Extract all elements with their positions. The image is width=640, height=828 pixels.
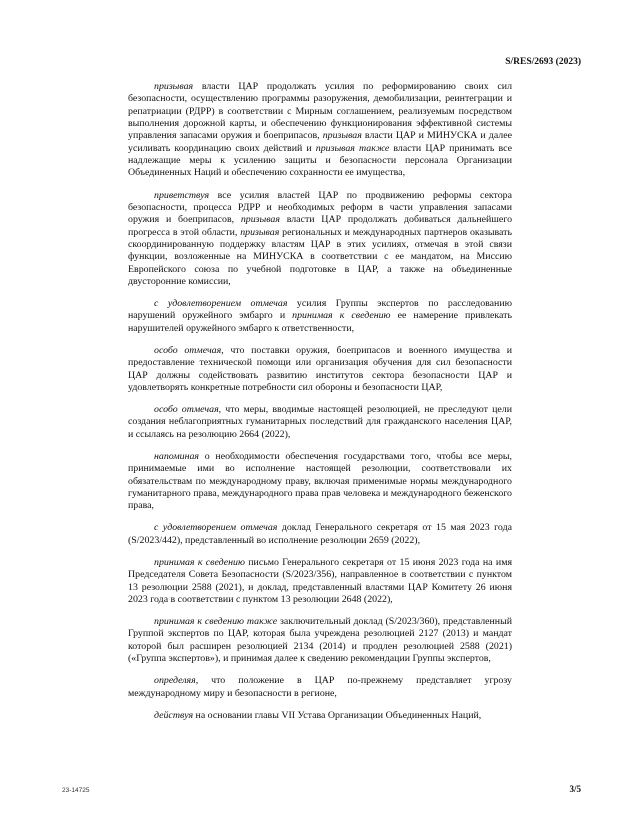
paragraph <box>128 675 512 700</box>
paragraph-text: , что поставки оружия, боеприпасов и военного имущества и предоставление технической помощи или организация обучения для сил безопасности ЦАР должны содействовать развитию институтов сектора безопасности ЦАР и удовлетворять конкретные потребности сил обороны и безопасности ЦАР, <box>128 344 512 393</box>
paragraph-lead: призывая <box>322 130 362 142</box>
paragraph-text: доклад Генерального секретаря от 15 мая 2023 года (S/2023/442), представленный во исполнение резолюции 2659 (2022), <box>128 522 512 546</box>
paragraph-text: , что положение в ЦАР по-прежнему представляет угрозу международному миру и безопасности в регионе, <box>128 675 512 699</box>
paragraph <box>128 522 512 547</box>
paragraph-text: , что меры, вводимые настоящей резолюцией, не преследуют цели создания неблагоприятных гуманитарных последствий для гражданского населения ЦАР, и ссылаясь на резолюцию 2664 (2022), <box>128 404 512 440</box>
paragraph-lead: напоминая <box>154 450 200 462</box>
paragraph-lead: особо отмечая <box>154 344 222 356</box>
paragraph-lead: призывая <box>154 81 194 92</box>
paragraph-lead: принимая к сведению также <box>154 616 278 628</box>
paragraph-lead: действуя <box>154 709 194 721</box>
paragraph-lead: принимая к сведению <box>154 556 245 568</box>
paragraph <box>128 616 512 665</box>
paragraph-text: региональных и международных партнеров оказывать скоординированную поддержку властям ЦАР в этих усилиях, отмечая в этой связи функции, возложенные на МИНУСКА в соответствии с ее мандатом, на Миссию Европейского союза по учебной подготовке в ЦАР, а также на объединенные двусторонние комиссии, <box>128 226 512 287</box>
paragraph-lead: призывая также <box>315 142 390 154</box>
paragraph-text: власти ЦАР продолжать усилия по реформированию своих сил безопасности, осуществлению программы разоружения, демобилизации, реинтеграции и репатриации (РДРР) в соответствии с Мирным соглашением, реализуемым посредством выполнения дорожной карты, и обеспечению функционирования эффективной системы управления запасами оружия и боеприпасов, <box>128 81 512 142</box>
paragraph-text: власти ЦАР продолжать добиваться дальнейшего прогресса в этой области, <box>128 214 513 238</box>
paragraph-text: власти ЦАР принимать все надлежащие меры к усилению защиты и безопасности персонала Организации Объединенных Наций и обеспечению сохранности ее имущества, <box>128 142 512 179</box>
paragraph <box>128 190 512 289</box>
paragraph-text: усилия Группы экспертов по расследованию нарушений оружейного эмбарго и <box>128 298 512 322</box>
paragraph-lead: с удовлетворением отмечая <box>154 298 288 310</box>
paragraph-lead: с удовлетворением отмечая <box>154 522 278 534</box>
document-body <box>128 81 512 732</box>
paragraph <box>128 404 512 441</box>
paragraph-lead: особо отмечая <box>154 404 219 416</box>
paragraph-lead: приветствуя <box>154 189 210 201</box>
paragraph <box>128 710 512 722</box>
page-number: 3/5 <box>569 784 581 794</box>
paragraph-text: власти ЦАР и МИНУСКА и далее усиливать координацию своих действий и <box>128 130 512 154</box>
paragraph-text: на основании главы VII Устава Организации Объединенных Наций, <box>193 709 482 721</box>
paragraph-text: ее намерение привлекать нарушителей оружейного эмбарго к ответственности, <box>128 310 512 334</box>
paragraph-lead: принимая к сведению <box>292 310 391 322</box>
paragraph <box>128 81 512 180</box>
paragraph-lead: определяя <box>154 675 196 687</box>
paragraph-text: о необходимости обеспечения государствами того, чтобы все меры, принимаемые ими во исполнение настоящей резолюции, соответствовали их обязательствам по международному праву, включая применимые нормы международного гуманитарного права, международного права прав человека и международного беженского права, <box>128 450 512 512</box>
paragraph-lead: призывая <box>240 214 280 226</box>
paragraph-lead: призывая <box>240 226 280 238</box>
paragraph-text: все усилия властей ЦАР по продвижению реформы сектора безопасности, процесса РДРР и необходимых реформ в части управления запасами оружия и боеприпасов, <box>128 189 512 226</box>
paragraph-text: заключительный доклад (S/2023/360), представленный Группой экспертов по ЦАР, которая была учреждена резолюцией 2127 (2013) и мандат которой был расширен резолюцией 2134 (2014) и продлен резолюцией 2588 (2021) («Группа экспертов»), и принимая далее к сведению рекомендации Группы экспертов, <box>128 616 512 665</box>
paragraph <box>128 298 512 335</box>
paragraph <box>128 451 512 513</box>
document-number: 23-14725 <box>62 787 90 794</box>
document-symbol: S/RES/2693 (2023) <box>505 57 581 67</box>
paragraph <box>128 345 512 394</box>
paragraph-text: письмо Генерального секретаря от 15 июня 2023 года на имя Председателя Совета Безопасности (S/2023/356), направленное в соответствии с пунктом 13 резолюции 2588 (2021), и доклад, представленный властями ЦАР Комитету 26 июня 2023 года в соответствии с пунктом 13 резолюции 2648 (2022), <box>128 556 512 605</box>
paragraph <box>128 557 512 606</box>
